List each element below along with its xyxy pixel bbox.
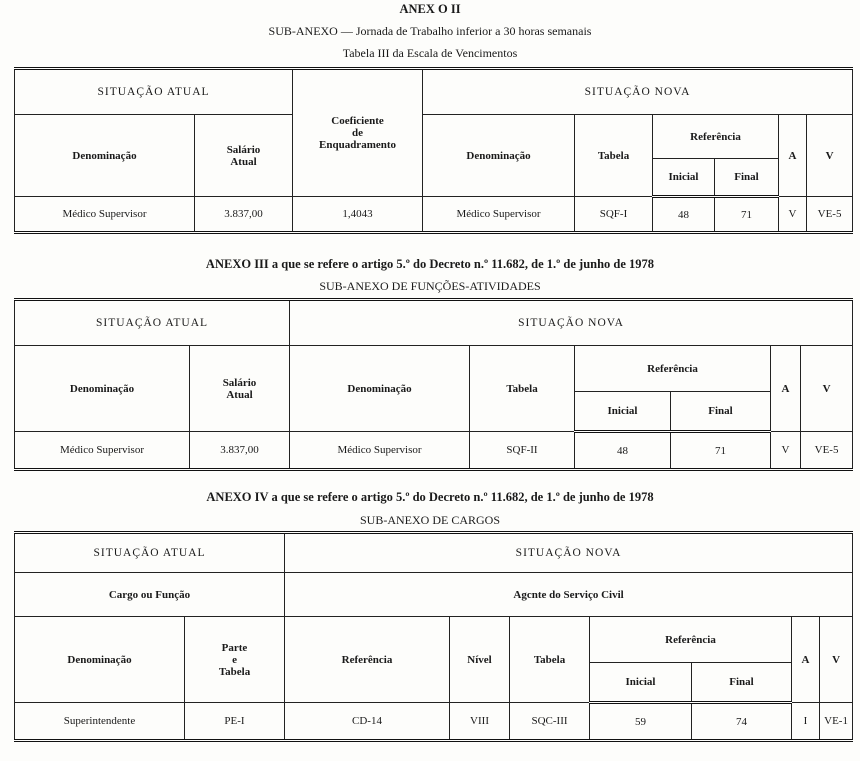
anexo3-inicial-header: Inicial <box>575 392 671 432</box>
anexo4-situacao-nova: SITUAÇÃO NOVA <box>285 533 853 573</box>
anexo4-row-v: VE-1 <box>820 703 853 741</box>
anexo3-subtitle: SUB-ANEXO DE FUNÇÕES-ATIVIDADES <box>319 279 541 293</box>
anexo4-title: ANEXO IV a que se refere o artigo 5.º do Decreto n.º 11.682, de 1.º de junho de 1978 <box>206 490 654 504</box>
anexo3-v-header: V <box>801 346 853 432</box>
table-row <box>15 432 853 470</box>
anexo3-a-header: A <box>771 346 801 432</box>
anexo3-situacao-atual: SITUAÇÃO ATUAL <box>15 300 290 346</box>
anexo4-inicial-header: Inicial <box>590 663 692 703</box>
anexo2-row-inicial: 48 <box>653 197 715 233</box>
anexo4-parte-header: Parte e Tabela <box>185 617 285 703</box>
anexo4-nivel-header: Nível <box>450 617 510 703</box>
anexo3-row-a: V <box>771 432 801 470</box>
anexo2-row-denominacao-nova: Médico Supervisor <box>423 197 575 233</box>
anexo2-inicial-header: Inicial <box>653 159 715 197</box>
anexo3-situacao-nova: SITUAÇÃO NOVA <box>290 300 853 346</box>
table-row <box>15 197 853 233</box>
anexo4-v-header: V <box>820 617 853 703</box>
anexo2-row-final: 71 <box>715 197 779 233</box>
anexo2-row-coeficiente: 1,4043 <box>293 197 423 233</box>
anexo2-situacao-nova: SITUAÇÃO NOVA <box>423 69 853 115</box>
anexo4-row-denominacao: Superintendente <box>15 703 185 741</box>
anexo2-row-denominacao: Médico Supervisor <box>15 197 195 233</box>
anexo4-tabela-header: Tabela <box>510 617 590 703</box>
anexo3-row-final: 71 <box>671 432 771 470</box>
anexo3-row-denominacao: Médico Supervisor <box>15 432 190 470</box>
anexo2-coeficiente-header: Coeficiente de Enquadramento <box>293 69 423 197</box>
anexo2-title: ANEX O II <box>399 2 461 16</box>
anexo2-row-salario: 3.837,00 <box>195 197 293 233</box>
anexo4-row-nivel: VIII <box>450 703 510 741</box>
anexo2-situacao-atual: SITUAÇÃO ATUAL <box>15 69 293 115</box>
anexo4-cargo-funcao-header: Cargo ou Função <box>15 573 285 617</box>
anexo4-subtitle: SUB-ANEXO DE CARGOS <box>359 513 500 527</box>
anexo3-row-tabela: SQF-II <box>470 432 575 470</box>
anexo3-salario-header: Salário Atual <box>190 346 290 432</box>
anexo2-denominacao-header: Denominação <box>15 115 195 197</box>
anexo2-v-header: V <box>807 115 853 197</box>
anexo2-salario-header: Salário Atual <box>195 115 293 197</box>
anexo4-referencia-header: Referência <box>590 617 792 663</box>
anexo4-row-final: 74 <box>692 703 792 741</box>
anexo3-table <box>14 298 853 471</box>
table-row <box>15 703 853 741</box>
anexo2-row-a: V <box>779 197 807 233</box>
anexo3-row-salario: 3.837,00 <box>190 432 290 470</box>
anexo2-subtitle: SUB-ANEXO — Jornada de Trabalho inferior a 30 horas semanais <box>268 24 592 38</box>
anexo4-situacao-atual: SITUAÇÃO ATUAL <box>15 533 285 573</box>
anexo4-referencia-col-header: Referência <box>285 617 450 703</box>
anexo3-row-denominacao-nova: Médico Supervisor <box>290 432 470 470</box>
anexo3-title: ANEXO III a que se refere o artigo 5.º do Decreto n.º 11.682, de 1.º de junho de 1978 <box>205 257 655 271</box>
anexo2-table <box>14 67 853 234</box>
anexo4-row-inicial: 59 <box>590 703 692 741</box>
anexo4-final-header: Final <box>692 663 792 703</box>
anexo3-denominacao-nova-header: Denominação <box>290 346 470 432</box>
anexo2-denominacao-nova-header: Denominação <box>423 115 575 197</box>
anexo4-row-parte: PE-I <box>185 703 285 741</box>
anexo3-tabela-header: Tabela <box>470 346 575 432</box>
anexo2-row-tabela: SQF-I <box>575 197 653 233</box>
anexo4-row-referencia: CD-14 <box>285 703 450 741</box>
anexo3-referencia-header: Referência <box>575 346 771 392</box>
anexo4-a-header: A <box>792 617 820 703</box>
anexo4-agente-header: Agcnte do Serviço Civil <box>285 573 853 617</box>
anexo3-denominacao-header: Denominação <box>15 346 190 432</box>
anexo2-subtitle2: Tabela III da Escala de Vencimentos <box>342 46 518 60</box>
anexo3-row-inicial: 48 <box>575 432 671 470</box>
anexo3-row-v: VE-5 <box>801 432 853 470</box>
anexo2-final-header: Final <box>715 159 779 197</box>
anexo3-final-header: Final <box>671 392 771 432</box>
anexo2-tabela-header: Tabela <box>575 115 653 197</box>
anexo4-denominacao-header: Denominação <box>15 617 185 703</box>
anexo2-a-header: A <box>779 115 807 197</box>
anexo4-table <box>14 531 853 742</box>
anexo4-row-tabela: SQC-III <box>510 703 590 741</box>
anexo2-referencia-header: Referência <box>653 115 779 159</box>
anexo4-row-a: I <box>792 703 820 741</box>
anexo2-row-v: VE-5 <box>807 197 853 233</box>
